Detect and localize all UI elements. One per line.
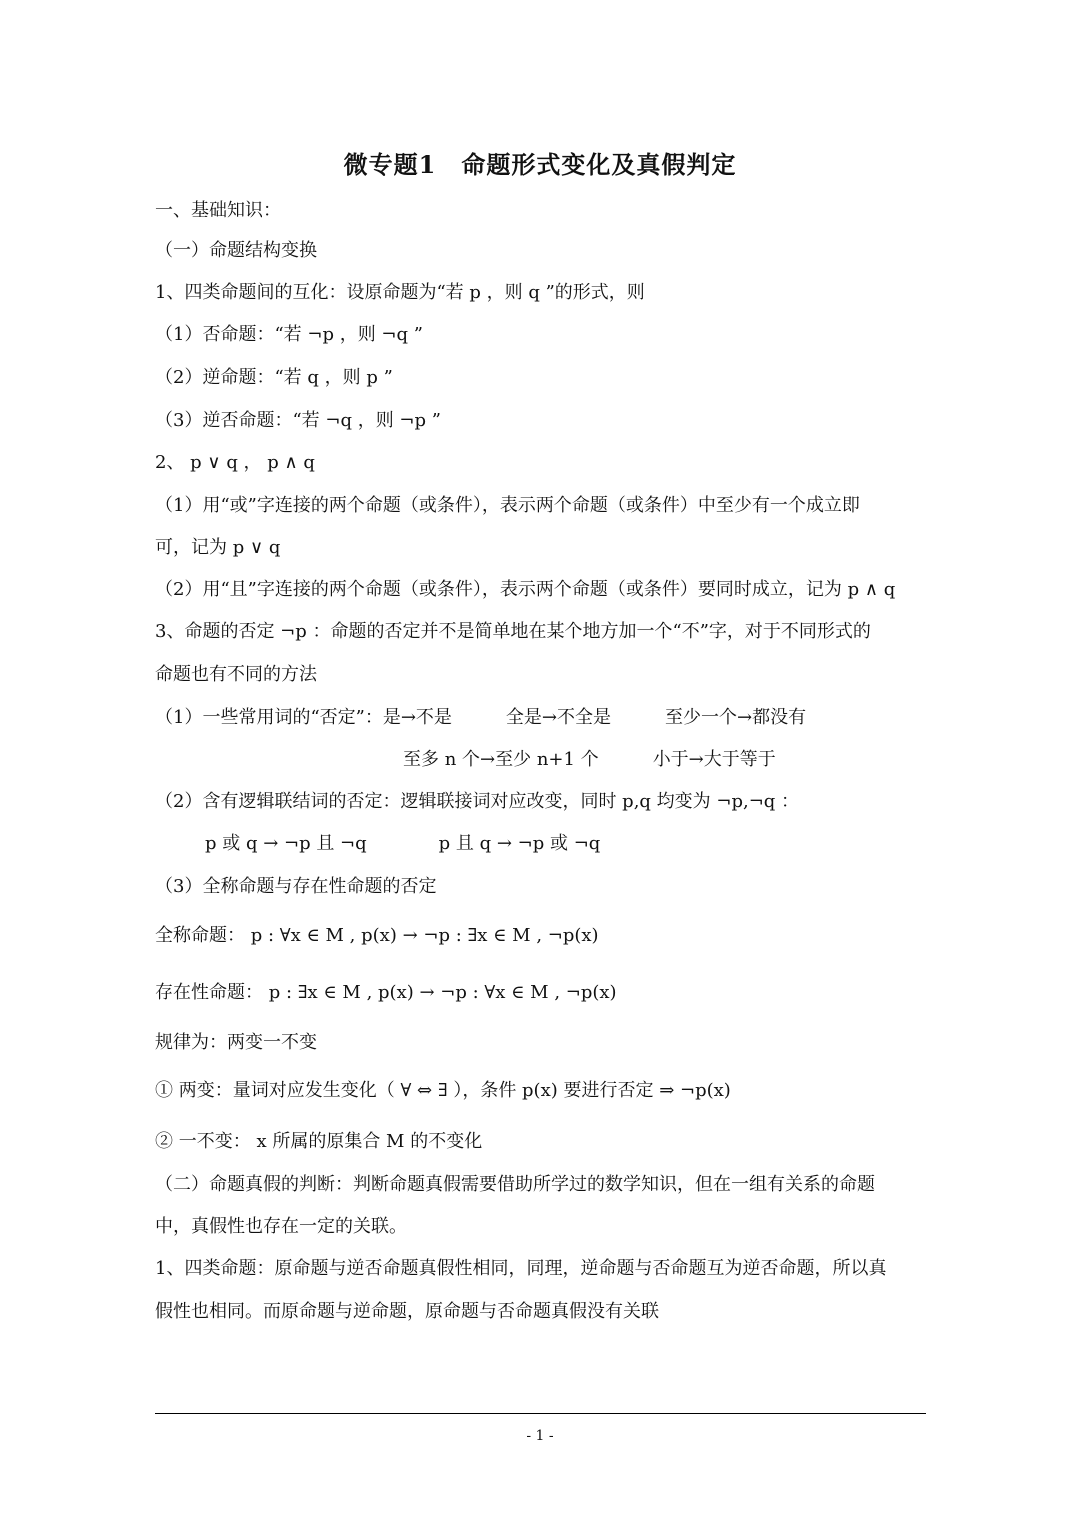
paragraph-line: 1、四类命题间的互化：设原命题为“若 p ，则 q ”的形式，则 [155, 282, 645, 303]
formula-line: p 或 q → ¬p 且 ¬q p 且 q → ¬p 或 ¬q [205, 833, 601, 854]
paragraph-line: ① 两变：量词对应发生变化（ ∀ ⇔ ∃ ），条件 p(x) 要进行否定 ⇒ ¬p(x) [155, 1080, 731, 1101]
paragraph-line: 1、四类命题：原命题与逆否命题真假性相同，同理，逆命题与否命题互为逆否命题，所以真 [155, 1258, 887, 1279]
paragraph-line: （二）命题真假的判断：判断命题真假需要借助所学过的数学知识，但在一组有关系的命题 [155, 1174, 875, 1195]
paragraph-line: 假性也相同。而原命题与逆命题，原命题与否命题真假没有关联 [155, 1301, 659, 1322]
paragraph-line: （1）一些常用词的“否定”：是→不是 全是→不全是 至少一个→都没有 [155, 707, 807, 728]
paragraph-line: 2、 p ∨ q ， p ∧ q [155, 452, 315, 473]
formula-line: 全称命题： p : ∀x ∈ M , p(x) → ¬p : ∃x ∈ M , ¬p(x) [155, 925, 599, 946]
paragraph-line: 3、命题的否定 ¬p ：命题的否定并不是简单地在某个地方加一个“不”字，对于不同形式的 [155, 621, 871, 642]
page-title: 微专题1 命题形式变化及真假判定 [343, 150, 737, 179]
paragraph-line: （2）含有逻辑联结词的否定：逻辑联接词对应改变，同时 p,q 均变为 ¬p,¬q ： [155, 791, 800, 812]
paragraph-line: （3）逆否命题：“若 ¬q ，则 ¬p ” [155, 410, 441, 431]
formula-line: 存在性命题： p : ∃x ∈ M , p(x) → ¬p : ∀x ∈ M , ¬p(x) [155, 982, 617, 1003]
subsection-heading: （一）命题结构变换 [155, 240, 317, 261]
footer-divider [155, 1413, 926, 1414]
paragraph-line: （2）逆命题：“若 q ，则 p ” [155, 367, 393, 388]
paragraph-line: 可，记为 p ∨ q [155, 537, 281, 558]
paragraph-line: 规律为：两变一不变 [155, 1032, 317, 1053]
paragraph-line: （2）用“且”字连接的两个命题（或条件），表示两个命题（或条件）要同时成立，记为 p ∧ q [155, 579, 896, 600]
paragraph-line: 命题也有不同的方法 [155, 664, 317, 685]
paragraph-line: 至多 n 个→至少 n+1 个 小于→大于等于 [403, 749, 776, 770]
section-heading: 一、基础知识： [155, 200, 281, 221]
page-number: - 1 - [526, 1428, 554, 1444]
paragraph-line: 中，真假性也存在一定的关联。 [155, 1216, 407, 1237]
paragraph-line: ② 一不变： x 所属的原集合 M 的不变化 [155, 1131, 483, 1152]
paragraph-line: （1）否命题：“若 ¬p ，则 ¬q ” [155, 324, 423, 345]
paragraph-line: （3）全称命题与存在性命题的否定 [155, 876, 437, 897]
paragraph-line: （1）用“或”字连接的两个命题（或条件），表示两个命题（或条件）中至少有一个成立即 [155, 495, 860, 516]
